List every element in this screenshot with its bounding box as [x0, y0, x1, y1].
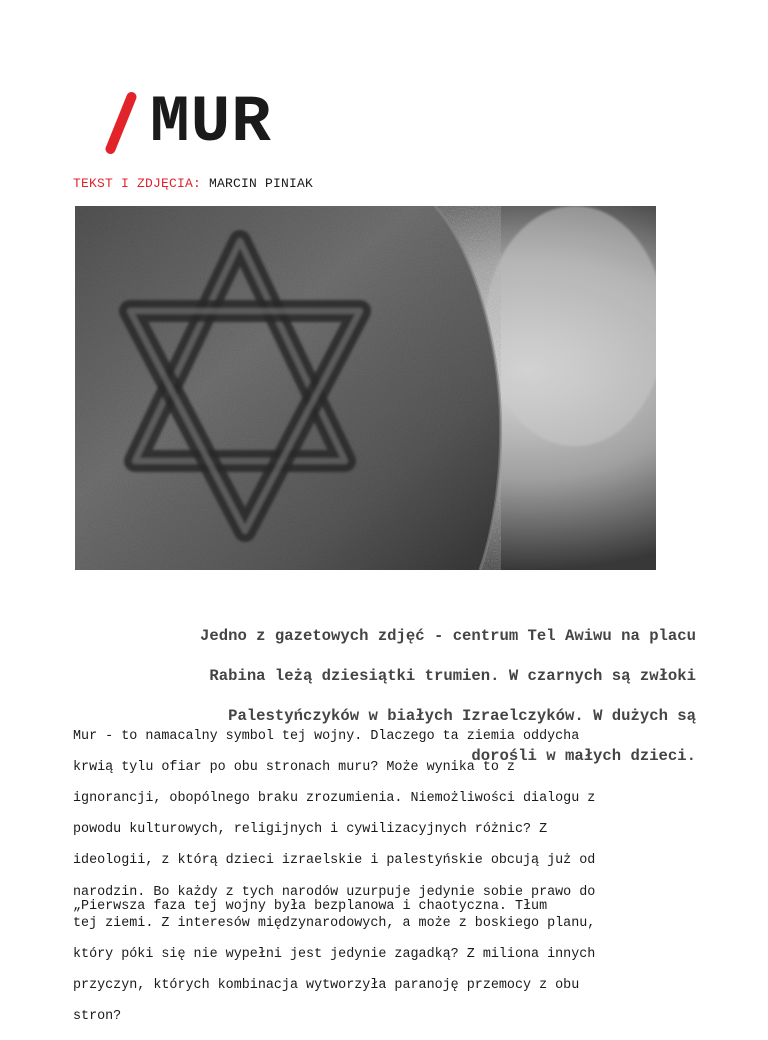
article-title	[104, 85, 272, 160]
caption-line: dorośli w małych dzieci.	[471, 747, 696, 765]
body-line: ignorancji, obopólnego braku zrozumienia. Niemożliwości dialogu z	[73, 790, 596, 806]
caption-line: Rabina leżą dziesiątki trumien. W czarnych są zwłoki	[209, 667, 696, 685]
caption-line: Jedno z gazetowych zdjęć - centrum Tel Awiwu na placu	[200, 627, 696, 645]
body-line: który póki się nie wypełni jest jedynie zagadką? Z miliona innych	[73, 946, 596, 962]
body-line: krwią tylu ofiar po obu stronach muru? Może wynika to z	[73, 759, 515, 775]
byline-label: TEKST I ZDJĘCIA:	[73, 176, 202, 191]
slash-mark	[104, 91, 138, 156]
title-text: MUR	[150, 85, 272, 160]
body-line: powodu kulturowych, religijnych i cywilizacyjnych różnic? Z	[73, 822, 548, 838]
body-line: przyczyn, których kombinacja wytworzyła paranoję przemocy z obu	[73, 978, 580, 994]
body-paragraph	[73, 713, 713, 1040]
article-photo	[75, 206, 656, 570]
next-paragraph: „Pierwsza faza tej wojny była bezplanowa i chaotyczna. Tłum	[73, 899, 548, 914]
body-line: stron?	[73, 1009, 122, 1025]
star-of-david-photo	[75, 206, 656, 570]
caption-line: Palestyńczyków w białych Izraelczyków. W dużych są	[228, 707, 696, 725]
body-line: narodzin. Bo każdy z tych narodów uzurpuje jedynie sobie prawo do	[73, 884, 596, 900]
body-line: tej ziemi. Z interesów międzynarodowych, a może z boskiego planu,	[73, 915, 596, 931]
byline	[73, 176, 313, 192]
body-line: Mur - to namacalny symbol tej wojny. Dlaczego ta ziemia oddycha	[73, 728, 580, 744]
byline-author: MARCIN PINIAK	[209, 176, 314, 191]
body-line: ideologii, z którą dzieci izraelskie i palestyńskie obcują już od	[73, 853, 596, 869]
